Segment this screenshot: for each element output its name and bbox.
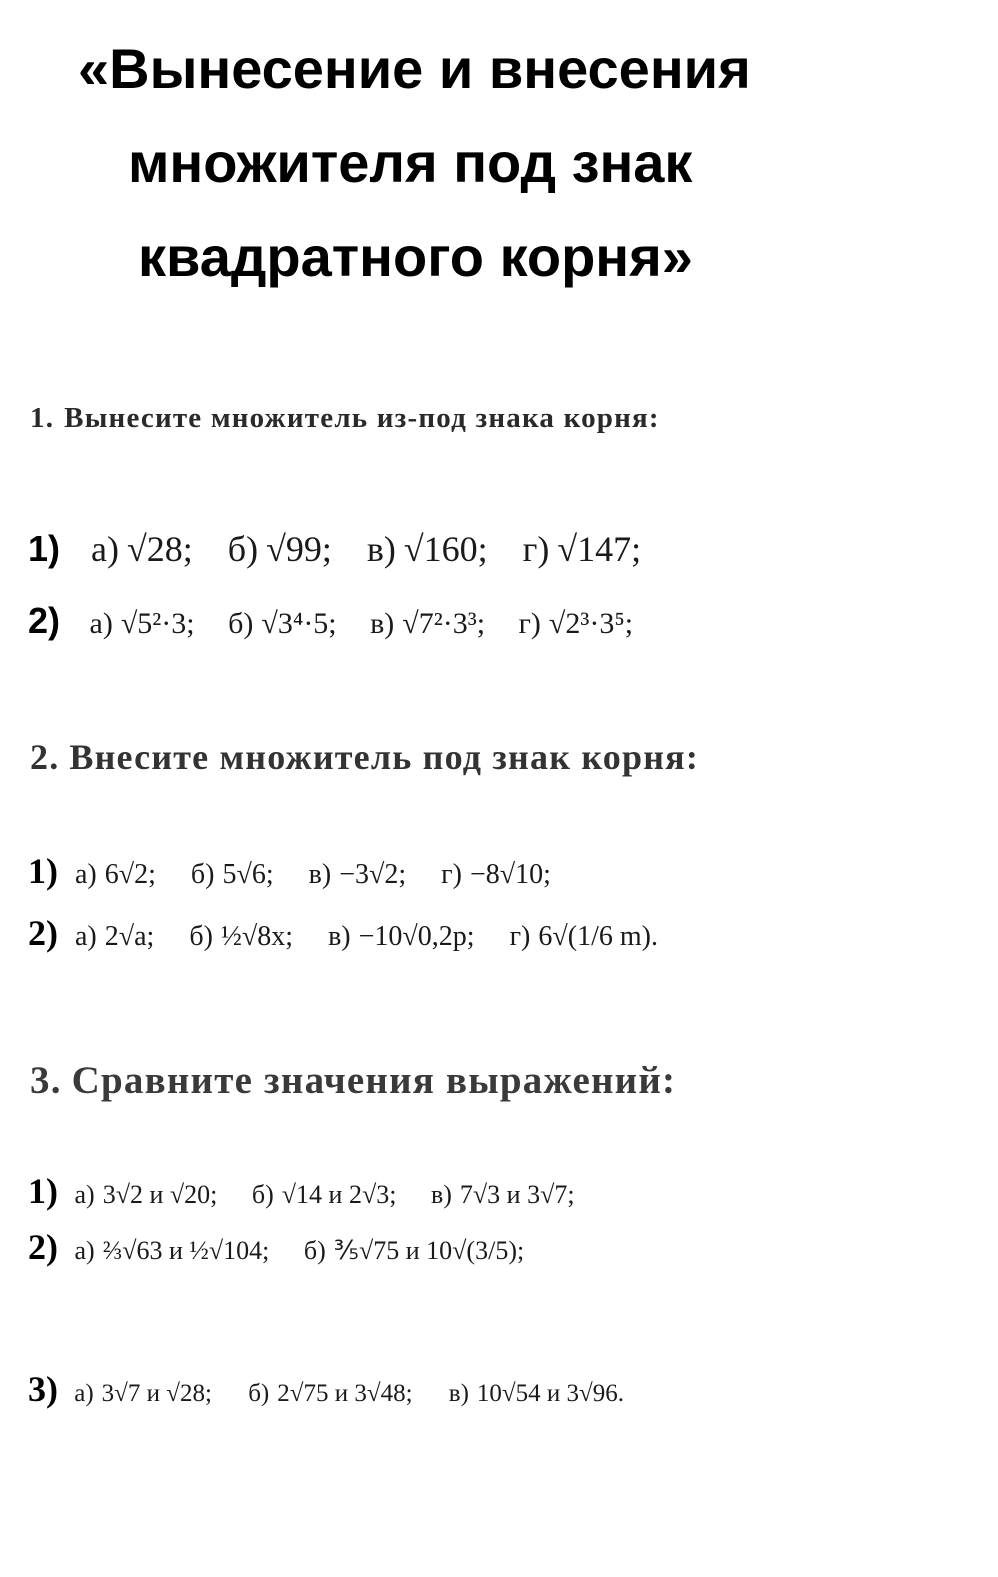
item-letter: а) (74, 1380, 94, 1407)
row-number: 2) (28, 600, 61, 641)
task-number: 1. (30, 402, 55, 434)
item-letter: в) (328, 921, 351, 952)
exercise-item (75, 1180, 218, 1210)
item-expression: ½√8x; (220, 921, 294, 952)
title-line-2: множителя под знак (128, 131, 693, 194)
row-number: 2) (28, 1227, 58, 1267)
item-expression: √3⁴·5; (261, 607, 337, 640)
exercise-row (28, 600, 659, 642)
item-expression: √2³·3⁵; (548, 607, 634, 640)
exercise-row (28, 1226, 552, 1268)
exercise-item (248, 1380, 412, 1408)
row-number: 1) (28, 1171, 58, 1211)
task-number: 3. (30, 1059, 62, 1102)
exercise-item (191, 859, 274, 891)
task-1-heading (30, 402, 660, 435)
item-expression: √14 и 2√3; (281, 1180, 397, 1209)
exercise-item (189, 921, 293, 953)
item-letter: в) (448, 1380, 469, 1407)
item-letter: в) (308, 859, 332, 890)
task-text: Сравните значения выражений: (71, 1059, 677, 1102)
item-letter: а) (75, 921, 97, 952)
exercise-row (28, 1170, 603, 1212)
exercise-row (28, 1368, 654, 1410)
item-expression: √160; (403, 529, 488, 569)
item-expression: ⅗√75 и 10√(3/5); (333, 1236, 525, 1265)
item-expression: 2√75 и 3√48; (277, 1380, 413, 1407)
exercise-item (90, 607, 195, 641)
exercise-item (74, 1380, 212, 1408)
item-letter: б) (248, 1380, 270, 1407)
page-title (0, 22, 998, 304)
task-number: 2. (30, 737, 60, 777)
item-letter: в) (430, 1180, 452, 1209)
row-number: 1) (28, 528, 61, 569)
item-letter: г) (518, 607, 541, 640)
exercise-item (228, 528, 332, 570)
item-expression: −10√0,2p; (358, 921, 475, 952)
item-expression: √7²·3³; (402, 607, 486, 640)
exercise-row (28, 528, 667, 570)
item-expression: 3√7 и √28; (101, 1380, 212, 1407)
exercise-row (28, 912, 686, 954)
item-letter: а) (74, 1236, 95, 1265)
item-expression: 3√2 и √20; (102, 1180, 218, 1209)
item-expression: 5√6; (222, 859, 274, 890)
exercise-item (309, 859, 406, 891)
item-letter: а) (75, 859, 97, 890)
item-letter: а) (91, 529, 119, 569)
title-line-1: «Вынесение и внесения (78, 37, 751, 100)
title-line-3: квадратного корня» (138, 225, 693, 288)
row-number: 3) (28, 1369, 58, 1409)
exercise-item (228, 607, 337, 641)
item-expression: ⅔√63 и ½√104; (102, 1236, 270, 1265)
item-letter: г) (522, 529, 550, 569)
task-2-heading (30, 736, 699, 778)
item-letter: б) (190, 859, 215, 890)
exercise-item (75, 859, 156, 891)
exercise-item (510, 921, 658, 953)
item-letter: а) (89, 607, 113, 640)
item-expression: 6√2; (104, 859, 156, 890)
item-expression: −3√2; (339, 859, 407, 890)
item-letter: а) (74, 1180, 95, 1209)
exercise-item (367, 528, 488, 570)
item-letter: в) (366, 529, 396, 569)
item-expression: 2√a; (104, 921, 155, 952)
item-expression: 10√54 и 3√96. (476, 1380, 624, 1407)
item-letter: в) (370, 607, 395, 640)
item-expression: −8√10; (469, 859, 551, 890)
task-3-heading (30, 1058, 676, 1103)
row-number: 1) (28, 851, 58, 891)
exercise-item (304, 1236, 524, 1266)
item-letter: б) (189, 921, 213, 952)
item-expression: √5²·3; (120, 607, 195, 640)
exercise-item (75, 921, 154, 953)
row-number: 2) (28, 913, 58, 953)
exercise-item (370, 607, 485, 641)
task-text: Вынесите множитель из-под знака корня: (64, 402, 660, 434)
task-text: Внесите множитель под знак корня: (69, 737, 700, 777)
exercise-item (91, 528, 193, 570)
item-letter: б) (228, 607, 254, 640)
item-expression: 6√(1/6 m). (538, 921, 658, 952)
exercise-item (75, 1236, 270, 1266)
item-expression: √147; (557, 529, 642, 569)
item-letter: г) (509, 921, 531, 952)
exercise-item (449, 1380, 624, 1408)
item-letter: б) (303, 1236, 326, 1265)
item-letter: б) (227, 529, 259, 569)
item-letter: б) (251, 1180, 274, 1209)
exercise-item (523, 528, 642, 570)
exercise-item (519, 607, 634, 641)
item-expression: √99; (266, 529, 332, 569)
exercise-item (431, 1180, 575, 1210)
item-expression: √28; (126, 529, 193, 569)
exercise-item (328, 921, 474, 953)
item-expression: 7√3 и 3√7; (459, 1180, 575, 1209)
exercise-item (252, 1180, 397, 1210)
item-letter: г) (441, 859, 462, 890)
exercise-row (28, 850, 579, 892)
exercise-item (441, 859, 551, 891)
